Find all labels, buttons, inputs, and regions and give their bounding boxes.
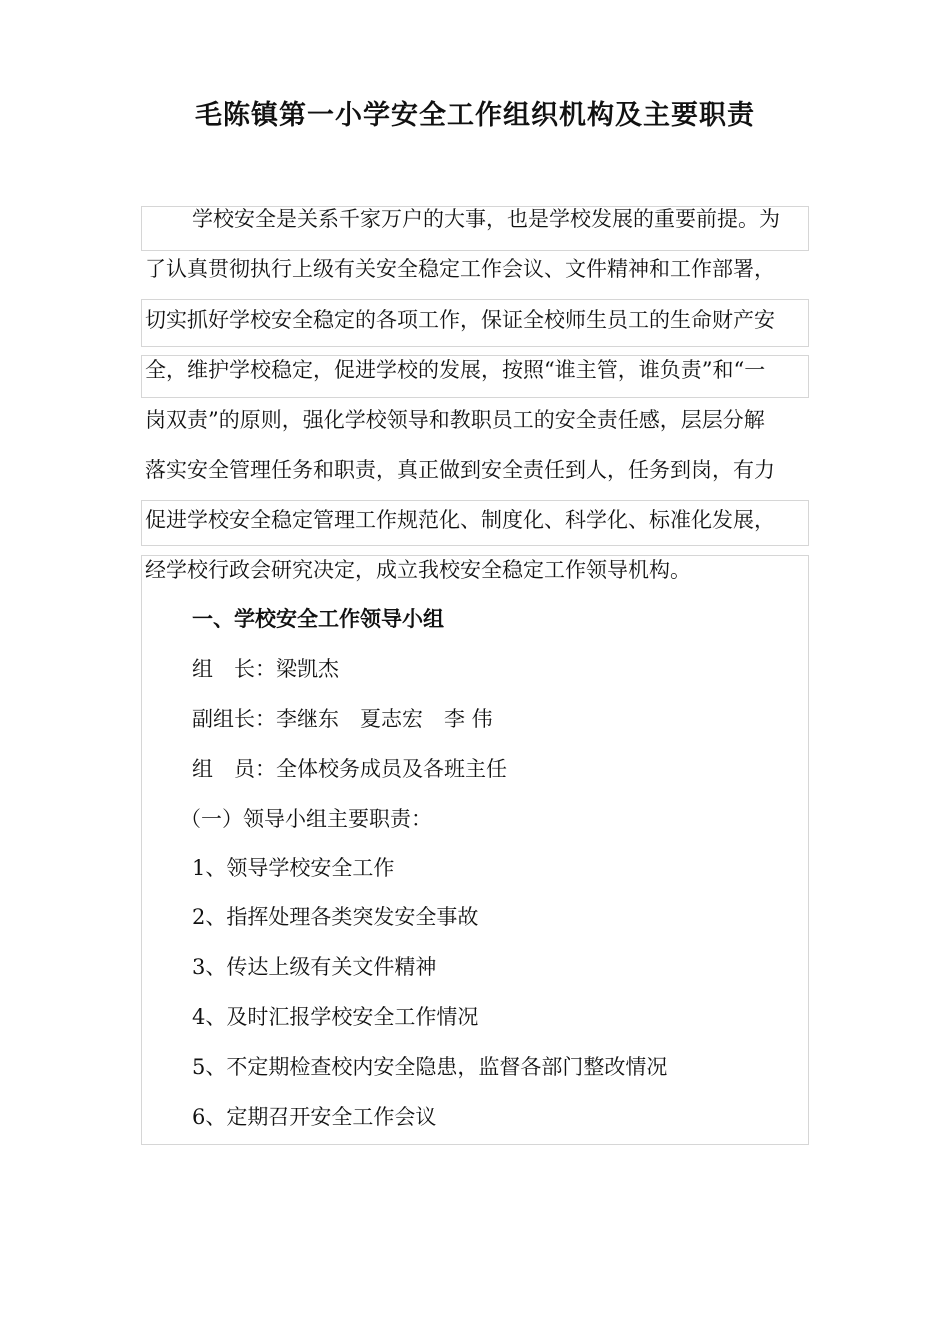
intro-line: 了认真贯彻执行上级有关安全稳定工作会议、文件精神和工作部署， [145,257,775,281]
intro-line: 全，维护学校稳定，促进学校的发展，按照“谁主管，谁负责”和“一 [145,358,766,382]
duty-item: 4、及时汇报学校安全工作情况 [192,1005,479,1029]
intro-line: 岗双责”的原则，强化学校领导和教职员工的安全责任感，层层分解 [145,408,765,432]
members-line: 组 员：全体校务成员及各班主任 [192,757,507,781]
intro-line: 促进学校安全稳定管理工作规范化、制度化、科学化、标准化发展， [145,508,775,532]
intro-line: 切实抓好学校安全稳定的各项工作，保证全校师生员工的生命财产安 [145,308,775,332]
intro-line: 落实安全管理任务和职责，真正做到安全责任到人，任务到岗，有力 [145,458,775,482]
duties-heading: （一）领导小组主要职责： [180,807,432,831]
leader-line: 组 长：梁凯杰 [192,657,339,681]
duty-item: 2、指挥处理各类突发安全事故 [192,905,479,929]
duty-item: 6、定期召开安全工作会议 [192,1105,437,1129]
duty-item: 3、传达上级有关文件精神 [192,955,437,979]
document-title: 毛陈镇第一小学安全工作组织机构及主要职责 [195,100,755,131]
deputy-leader-line: 副组长：李继东 夏志宏 李 伟 [192,707,493,731]
duty-item: 1、领导学校安全工作 [192,856,395,880]
section-heading: 一、学校安全工作领导小组 [192,606,444,631]
intro-line: 经学校行政会研究决定，成立我校安全稳定工作领导机构。 [145,558,691,582]
duty-item: 5、不定期检查校内安全隐患，监督各部门整改情况 [192,1055,668,1079]
intro-line: 学校安全是关系千家万户的大事，也是学校发展的重要前提。为 [192,207,780,231]
